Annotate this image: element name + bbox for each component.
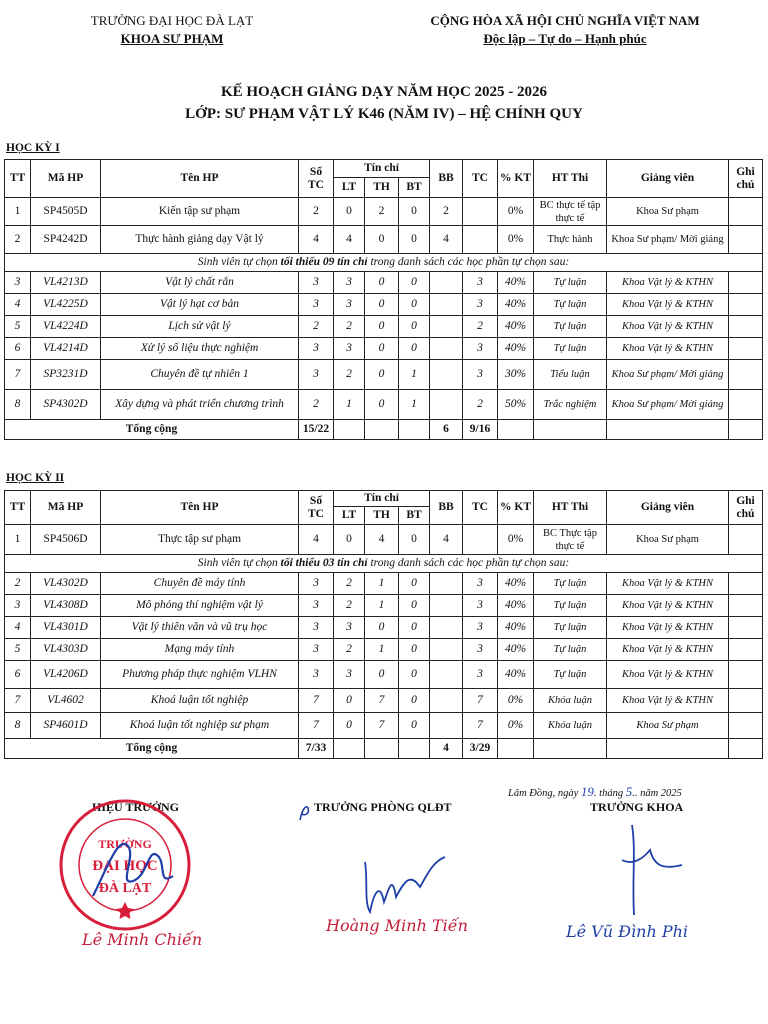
col-giang-vien: Giảng viên [607,160,729,198]
cell-kt: 40% [498,294,534,316]
cell-kt: 40% [498,661,534,689]
cell-so-tc: 3 [299,617,334,639]
cell-so-tc: 3 [299,595,334,617]
cell-so-tc: 7 [299,713,334,739]
cell-so-tc: 3 [299,294,334,316]
cell-tt: 7 [5,689,31,713]
cell-so-tc: 3 [299,338,334,360]
cell-tc: 3 [463,661,498,689]
cell-ma-hp: VL4206D [31,661,101,689]
cell-giang-vien: Khoa Vật lý & KTHN [607,639,729,661]
cell-lt: 2 [334,639,365,661]
name-training-head: Hoàng Minh Tiến [326,916,468,935]
cell-th: 2 [365,198,399,226]
cell-tt: 3 [5,272,31,294]
cell-tt: 6 [5,338,31,360]
cell-ten-hp: Thực hành giảng dạy Vật lý [101,226,299,254]
col-bb: BB [430,491,463,525]
cell-giang-vien: Khoa Vật lý & KTHN [607,595,729,617]
cell-tt: 6 [5,661,31,689]
semester-1-table [4,159,763,440]
cell-ht-thi: Khóa luận [534,689,607,713]
cell-bb [430,573,463,595]
total-so-tc: 7/33 [299,739,334,759]
cell-bt: 0 [399,316,430,338]
col-ten-hp: Tên HP [101,491,299,525]
national-header [400,12,730,48]
table-row [5,360,763,390]
table-row [5,525,763,555]
cell-so-tc: 3 [299,360,334,390]
cell-kt: 40% [498,617,534,639]
col-ghi-chu: Ghi chú [729,491,763,525]
cell-tt: 5 [5,316,31,338]
col-lt: LT [334,507,365,525]
faculty-name: KHOA SƯ PHẠM [120,31,224,46]
cell-th: 1 [365,573,399,595]
cell-so-tc: 4 [299,525,334,555]
cell-th: 0 [365,617,399,639]
cell-ma-hp: VL4224D [31,316,101,338]
cell-kt: 40% [498,338,534,360]
col-tc: TC [463,491,498,525]
cell-giang-vien: Khoa Vật lý & KTHN [607,573,729,595]
cell-tt: 1 [5,198,31,226]
cell-tt: 8 [5,713,31,739]
table-row [5,198,763,226]
col-ma-hp: Mã HP [31,160,101,198]
semester-2-table [4,490,763,759]
cell-kt: 0% [498,226,534,254]
col-so-tc: Số TC [299,491,334,525]
cell-lt: 2 [334,573,365,595]
cell-tt: 8 [5,390,31,420]
cell-ten-hp: Mạng máy tính [101,639,299,661]
cell-ma-hp: SP4242D [31,226,101,254]
cell-bt: 0 [399,198,430,226]
table-row [5,595,763,617]
cell-th: 0 [365,360,399,390]
total-tc: 9/16 [463,420,498,440]
table-row [5,689,763,713]
col-tt: TT [5,160,31,198]
cell-tt: 1 [5,525,31,555]
semester-2-label: HỌC KỲ II [6,472,65,484]
cell-tc: 7 [463,689,498,713]
cell-kt: 50% [498,390,534,420]
cell-bt: 1 [399,390,430,420]
cell-th: 0 [365,661,399,689]
cell-kt: 0% [498,198,534,226]
col-th: TH [365,507,399,525]
cell-bb: 4 [430,226,463,254]
cell-ten-hp: Xây dựng và phát triển chương trình [101,390,299,420]
table-row [5,294,763,316]
cell-bt: 1 [399,360,430,390]
cell-bt: 0 [399,595,430,617]
cell-ten-hp: Thực tập sư phạm [101,525,299,555]
cell-ht-thi: BC Thực tập thực tế [534,525,607,555]
cell-lt: 3 [334,661,365,689]
role-dean: TRƯỞNG KHOA [590,800,684,814]
cell-giang-vien: Khoa Sư phạm [607,525,729,555]
cell-kt: 40% [498,595,534,617]
cell-bt: 0 [399,272,430,294]
cell-bb [430,338,463,360]
cell-tt: 5 [5,639,31,661]
cell-so-tc: 2 [299,390,334,420]
cell-giang-vien: Khoa Vật lý & KTHN [607,617,729,639]
semester-1-total-row [5,420,763,440]
cell-ma-hp: SP4601D [31,713,101,739]
place-date: Lâm Đồng, ngày 19. tháng 5.. năm 2025 [508,784,682,799]
cell-ht-thi: Trắc nghiệm [534,390,607,420]
col-ten-hp: Tên HP [101,160,299,198]
cell-so-tc: 3 [299,639,334,661]
cell-ghi-chu [729,525,763,555]
name-dean: Lê Vũ Đình Phi [566,922,689,941]
cell-th: 0 [365,338,399,360]
cell-ghi-chu [729,272,763,294]
cell-tc: 3 [463,639,498,661]
cell-ghi-chu [729,661,763,689]
cell-kt: 40% [498,639,534,661]
cell-th: 1 [365,595,399,617]
cell-ten-hp: Chuyên đề máy tính [101,573,299,595]
cell-ht-thi: BC thực tế tập thực tế [534,198,607,226]
table-row [5,272,763,294]
cell-kt: 0% [498,525,534,555]
cell-th: 0 [365,272,399,294]
cell-so-tc: 2 [299,316,334,338]
total-label: Tổng cộng [5,739,299,759]
cell-ghi-chu [729,639,763,661]
cell-giang-vien: Khoa Sư phạm [607,713,729,739]
cell-ma-hp: VL4213D [31,272,101,294]
cell-bt: 0 [399,689,430,713]
cell-lt: 0 [334,713,365,739]
col-th: TH [365,178,399,198]
cell-giang-vien: Khoa Vật lý & KTHN [607,272,729,294]
cell-th: 4 [365,525,399,555]
cell-lt: 0 [334,198,365,226]
col-so-tc: Số TC [299,160,334,198]
cell-tc: 2 [463,390,498,420]
document-subtitle: LỚP: SƯ PHẠM VẬT LÝ K46 (NĂM IV) – HỆ CHÍNH QUY [185,106,583,122]
cell-ten-hp: Chuyên đề tự nhiên 1 [101,360,299,390]
cell-ht-thi: Tự luận [534,595,607,617]
table-row [5,639,763,661]
cell-tc [463,198,498,226]
cell-kt: 30% [498,360,534,390]
cell-tc [463,525,498,555]
cell-giang-vien: Khoa Vật lý & KTHN [607,338,729,360]
signature-rector-icon [88,826,178,906]
semester-2-elective-note: Sinh viên tự chọn tối thiểu 03 tín chỉ trong danh sách các học phần tự chọn sau: [5,555,763,573]
cell-bb [430,713,463,739]
cell-ma-hp: VL4602 [31,689,101,713]
university-name: TRƯỜNG ĐẠI HỌC ĐÀ LẠT [90,13,254,28]
cell-ghi-chu [729,338,763,360]
cell-tc: 3 [463,294,498,316]
cell-bt: 0 [399,226,430,254]
cell-ma-hp: SP4505D [31,198,101,226]
cell-tc: 2 [463,316,498,338]
cell-bb [430,316,463,338]
cell-giang-vien: Khoa Sư phạm/ Mời giảng [607,360,729,390]
col-ghi-chu: Ghi chú [729,160,763,198]
cell-lt: 1 [334,390,365,420]
cell-th: 0 [365,226,399,254]
cell-tc: 3 [463,338,498,360]
total-label: Tổng cộng [5,420,299,440]
table-row [5,713,763,739]
cell-bb [430,272,463,294]
cell-tc: 3 [463,272,498,294]
col-giang-vien: Giảng viên [607,491,729,525]
cell-bt: 0 [399,661,430,689]
cell-tt: 2 [5,226,31,254]
cell-tc: 3 [463,360,498,390]
cell-ghi-chu [729,390,763,420]
cell-kt: 40% [498,272,534,294]
seal-mid-text: ĐẠI HỌC [92,858,158,874]
cell-bb [430,617,463,639]
cell-bb [430,595,463,617]
table-row [5,226,763,254]
cell-ht-thi: Tự luận [534,661,607,689]
cell-giang-vien: Khoa Vật lý & KTHN [607,661,729,689]
cell-bt: 0 [399,294,430,316]
name-rector: Lê Minh Chiến [82,930,203,949]
cell-giang-vien: Khoa Sư phạm/ Mời giảng [607,390,729,420]
cell-th: 7 [365,713,399,739]
cell-giang-vien: Khoa Sư phạm/ Mời giảng [607,226,729,254]
cell-th: 0 [365,390,399,420]
cell-ghi-chu [729,226,763,254]
cell-tt: 4 [5,617,31,639]
document-title: KẾ HOẠCH GIẢNG DẠY NĂM HỌC 2025 - 2026 [220,84,548,100]
cell-ma-hp: VL4225D [31,294,101,316]
col-tt: TT [5,491,31,525]
cell-lt: 3 [334,338,365,360]
total-tc: 3/29 [463,739,498,759]
total-bb: 4 [430,739,463,759]
cell-lt: 2 [334,316,365,338]
cell-ma-hp: VL4302D [31,573,101,595]
cell-ht-thi: Tự luận [534,272,607,294]
cell-bb [430,294,463,316]
cell-lt: 0 [334,525,365,555]
cell-ht-thi: Khóa luận [534,713,607,739]
cell-tt: 4 [5,294,31,316]
cell-bt: 0 [399,573,430,595]
cell-kt: 0% [498,713,534,739]
cell-th: 1 [365,639,399,661]
col-tin-chi: Tín chỉ [334,160,430,178]
cell-giang-vien: Khoa Sư phạm [607,198,729,226]
cell-so-tc: 3 [299,661,334,689]
col-tin-chi: Tín chỉ [334,491,430,507]
cell-ma-hp: VL4308D [31,595,101,617]
cell-ghi-chu [729,316,763,338]
cell-lt: 2 [334,360,365,390]
cell-tt: 7 [5,360,31,390]
cell-ht-thi: Tự luận [534,338,607,360]
cell-ten-hp: Phương pháp thực nghiệm VLHN [101,661,299,689]
cell-lt: 2 [334,595,365,617]
institution-header [72,12,272,48]
cell-tt: 2 [5,573,31,595]
cell-lt: 4 [334,226,365,254]
cell-kt: 40% [498,573,534,595]
cell-ghi-chu [729,360,763,390]
cell-so-tc: 2 [299,198,334,226]
cell-ghi-chu [729,573,763,595]
col-tc: TC [463,160,498,198]
col-ht-thi: HT Thi [534,160,607,198]
cell-so-tc: 3 [299,272,334,294]
cell-ghi-chu [729,595,763,617]
cell-so-tc: 4 [299,226,334,254]
cell-ten-hp: Vật lý hạt cơ bản [101,294,299,316]
cell-tc: 3 [463,617,498,639]
col-bt: BT [399,178,430,198]
semester-1-label: HỌC KỲ I [6,142,60,154]
col-lt: LT [334,178,365,198]
cell-th: 0 [365,294,399,316]
cell-th: 7 [365,689,399,713]
cell-ghi-chu [729,689,763,713]
cell-giang-vien: Khoa Vật lý & KTHN [607,316,729,338]
semester-2-total-row [5,739,763,759]
cell-ten-hp: Xử lý số liệu thực nghiệm [101,338,299,360]
cell-ten-hp: Lịch sử vật lý [101,316,299,338]
cell-ma-hp: VL4214D [31,338,101,360]
signature-training-head-icon [360,852,450,922]
cell-ten-hp: Kiến tập sư phạm [101,198,299,226]
cell-bb [430,360,463,390]
cell-bt: 0 [399,525,430,555]
national-motto: Độc lập – Tự do – Hạnh phúc [483,31,647,46]
cell-bb [430,689,463,713]
table-row [5,316,763,338]
cell-lt: 3 [334,294,365,316]
cell-bb: 2 [430,198,463,226]
cell-ghi-chu [729,294,763,316]
cell-giang-vien: Khoa Vật lý & KTHN [607,689,729,713]
cell-tc: 3 [463,595,498,617]
cell-bb [430,661,463,689]
seal-bot-text: ĐÀ LẠT [98,881,152,896]
total-bb: 6 [430,420,463,440]
col-kt: % KT [498,160,534,198]
cell-ma-hp: VL4301D [31,617,101,639]
cell-bb [430,390,463,420]
cell-ghi-chu [729,198,763,226]
cell-lt: 3 [334,272,365,294]
cell-lt: 3 [334,617,365,639]
cell-ten-hp: Khoá luận tốt nghiệp [101,689,299,713]
cell-ht-thi: Tự luận [534,639,607,661]
col-bb: BB [430,160,463,198]
cell-kt: 0% [498,689,534,713]
role-rector: HIỆU TRƯỞNG [92,800,180,814]
cell-ht-thi: Tự luận [534,617,607,639]
cell-ht-thi: Tự luận [534,573,607,595]
cell-kt: 40% [498,316,534,338]
role-training-head: TRƯỞNG PHÒNG QLĐT [314,800,452,814]
cell-tc: 7 [463,713,498,739]
cell-bt: 0 [399,713,430,739]
cell-bb [430,639,463,661]
republic-name: CỘNG HÒA XÃ HỘI CHỦ NGHĨA VIỆT NAM [430,13,700,28]
cell-bt: 0 [399,617,430,639]
cell-ht-thi: Thực hành [534,226,607,254]
cell-ma-hp: SP3231D [31,360,101,390]
cell-ht-thi: Tiểu luận [534,360,607,390]
table-row [5,617,763,639]
semester-1-elective-note: Sinh viên tự chọn tối thiểu 09 tín chỉ trong danh sách các học phần tự chọn sau: [5,254,763,272]
cell-bt: 0 [399,338,430,360]
cell-ghi-chu [729,713,763,739]
initial-mark-mid-icon [296,802,336,822]
cell-tc: 3 [463,573,498,595]
cell-tc [463,226,498,254]
total-so-tc: 15/22 [299,420,334,440]
cell-ten-hp: Vật lý thiên văn và vũ trụ học [101,617,299,639]
cell-so-tc: 3 [299,573,334,595]
cell-so-tc: 7 [299,689,334,713]
cell-ghi-chu [729,617,763,639]
cell-ten-hp: Khoá luận tốt nghiệp sư phạm [101,713,299,739]
seal-top-text: TRƯỜNG [98,837,152,851]
cell-ht-thi: Tự luận [534,316,607,338]
cell-ma-hp: SP4506D [31,525,101,555]
col-ma-hp: Mã HP [31,491,101,525]
col-bt: BT [399,507,430,525]
cell-bb: 4 [430,525,463,555]
signature-dean-icon [602,820,692,920]
table-row [5,338,763,360]
cell-tt: 3 [5,595,31,617]
col-ht-thi: HT Thi [534,491,607,525]
cell-th: 0 [365,316,399,338]
cell-ten-hp: Vật lý chất rắn [101,272,299,294]
cell-ma-hp: VL4303D [31,639,101,661]
col-kt: % KT [498,491,534,525]
table-row [5,661,763,689]
cell-lt: 0 [334,689,365,713]
cell-giang-vien: Khoa Vật lý & KTHN [607,294,729,316]
cell-ma-hp: SP4302D [31,390,101,420]
table-row [5,390,763,420]
cell-bt: 0 [399,639,430,661]
table-row [5,573,763,595]
cell-ten-hp: Mô phỏng thí nghiệm vật lý [101,595,299,617]
cell-ht-thi: Tự luận [534,294,607,316]
